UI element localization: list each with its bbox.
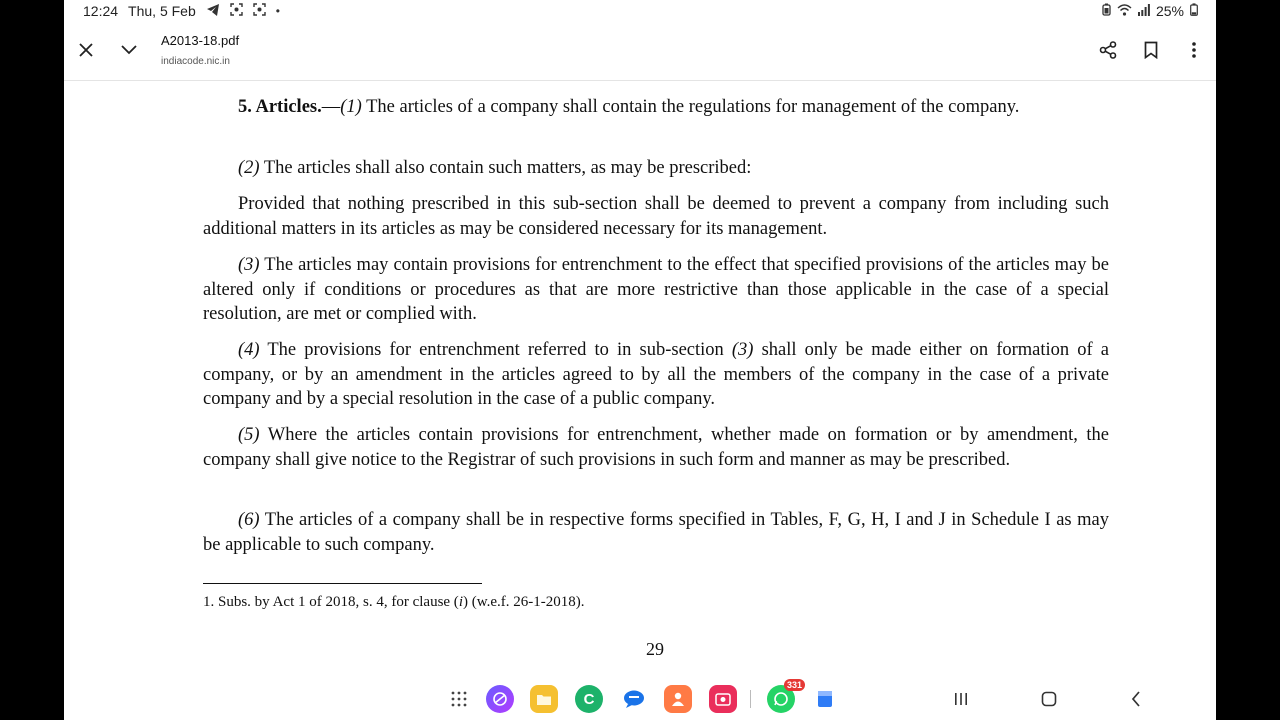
status-time: 12:24: [83, 3, 119, 19]
clause-text: The articles may contain provisions for entrenchment to the effect that specified provisions of the articles may be altered only if conditions or procedures as that are more restrictive than those applicable in the case of a special resolution, are met or complied with.: [203, 255, 1109, 324]
apps-grid-icon[interactable]: [445, 685, 473, 713]
dot-icon: •: [275, 4, 280, 18]
footnote: [203, 594, 584, 611]
clause-number: (5): [238, 425, 260, 445]
close-icon[interactable]: [68, 32, 104, 68]
recents-icon[interactable]: [948, 686, 974, 712]
back-icon[interactable]: [1123, 686, 1149, 712]
more-vert-icon[interactable]: [1176, 32, 1212, 68]
clause-number: (3): [238, 255, 260, 275]
status-bar: [64, 0, 1216, 22]
whatsapp-icon[interactable]: [767, 680, 802, 713]
clause-number: (4): [238, 340, 260, 360]
paragraph-articles-2: [203, 156, 1109, 181]
status-right: [1102, 3, 1198, 19]
section-heading: 5. Articles.: [238, 97, 322, 117]
screenshot-icon: [253, 3, 266, 19]
paragraph-articles-4: [203, 338, 1109, 412]
screenshot-icon: [230, 3, 243, 19]
clause-text: The articles of a company shall contain the regulations for management of the company.: [361, 97, 1020, 117]
pdf-viewer-screen: [64, 0, 1216, 720]
wifi-icon: [1117, 3, 1132, 19]
file-name: A2013-18.pdf: [161, 33, 240, 48]
section-dash: —: [321, 97, 341, 117]
contacts-icon[interactable]: [664, 685, 692, 713]
file-source: indiacode.nic.in: [161, 56, 230, 67]
files-icon[interactable]: [530, 685, 558, 713]
notes-icon[interactable]: [811, 685, 839, 713]
status-date: Thu, 5 Feb: [128, 3, 196, 19]
battery-icon: [1190, 3, 1198, 19]
telegram-icon: [206, 4, 220, 19]
paragraph-articles-1: [203, 95, 1109, 120]
clause-text: The provisions for entrenchment referred to in sub-section: [259, 340, 732, 360]
paragraph-articles-6: [203, 508, 1109, 557]
footnote-text: 1. Subs. by Act 1 of 2018, s. 4, for clause (: [203, 594, 459, 610]
chevron-down-icon[interactable]: [111, 32, 147, 68]
paragraph-proviso: [203, 192, 1109, 241]
footnote-clause: i: [458, 594, 463, 610]
clause-number: (2): [238, 158, 260, 178]
clause-text: Where the articles contain provisions for entrenchment, whether made on formation or by amendment, the company shall give notice to the Registrar of such provisions in such form and manner as may be prescribed.: [203, 425, 1109, 470]
subsection-reference: (3): [731, 340, 754, 360]
battery-saver-icon: [1102, 3, 1111, 19]
clause-number: (6): [238, 510, 260, 530]
home-icon[interactable]: [1036, 686, 1062, 712]
screen-recorder-icon[interactable]: [709, 685, 737, 713]
clause-text: The articles shall also contain such matters, as may be prescribed:: [259, 158, 752, 178]
clause-number: (1): [340, 97, 362, 117]
signal-icon: [1138, 3, 1150, 19]
paragraph-articles-5: [203, 423, 1109, 472]
taskbar-divider: [750, 690, 751, 708]
footnote-divider: [203, 583, 482, 584]
share-icon[interactable]: [1090, 32, 1126, 68]
notification-badge: 331: [784, 679, 805, 691]
page-number: 29: [646, 639, 664, 659]
pdf-page[interactable]: [64, 80, 1216, 676]
browser-icon[interactable]: [486, 685, 514, 713]
clause-text: The articles of a company shall be in respective forms specified in Tables, F, G, H, I and J in Schedule I as may be applicable to such company.: [203, 510, 1109, 555]
status-left: [83, 3, 280, 19]
clause-text: Provided that nothing prescribed in this sub-section shall be deemed to prevent a company from including such additional matters in its articles as may be considered necessary for its management.: [203, 194, 1109, 239]
phone-icon[interactable]: C: [575, 685, 603, 713]
bookmark-icon[interactable]: [1133, 32, 1169, 68]
pdf-app-bar: [64, 22, 1216, 81]
taskbar: [64, 676, 1216, 720]
battery-percent: 25%: [1155, 3, 1184, 19]
footnote-text: ) (w.e.f. 26-1-2018).: [462, 594, 585, 610]
messages-icon[interactable]: [620, 685, 648, 713]
clause-text: shall only be made either on formation of a company, or by an amendment in the articles agreed to by all the members of the company in the case of a private company and by a special resolution in the case of a public company.: [203, 340, 1109, 409]
paragraph-articles-3: [203, 253, 1109, 327]
